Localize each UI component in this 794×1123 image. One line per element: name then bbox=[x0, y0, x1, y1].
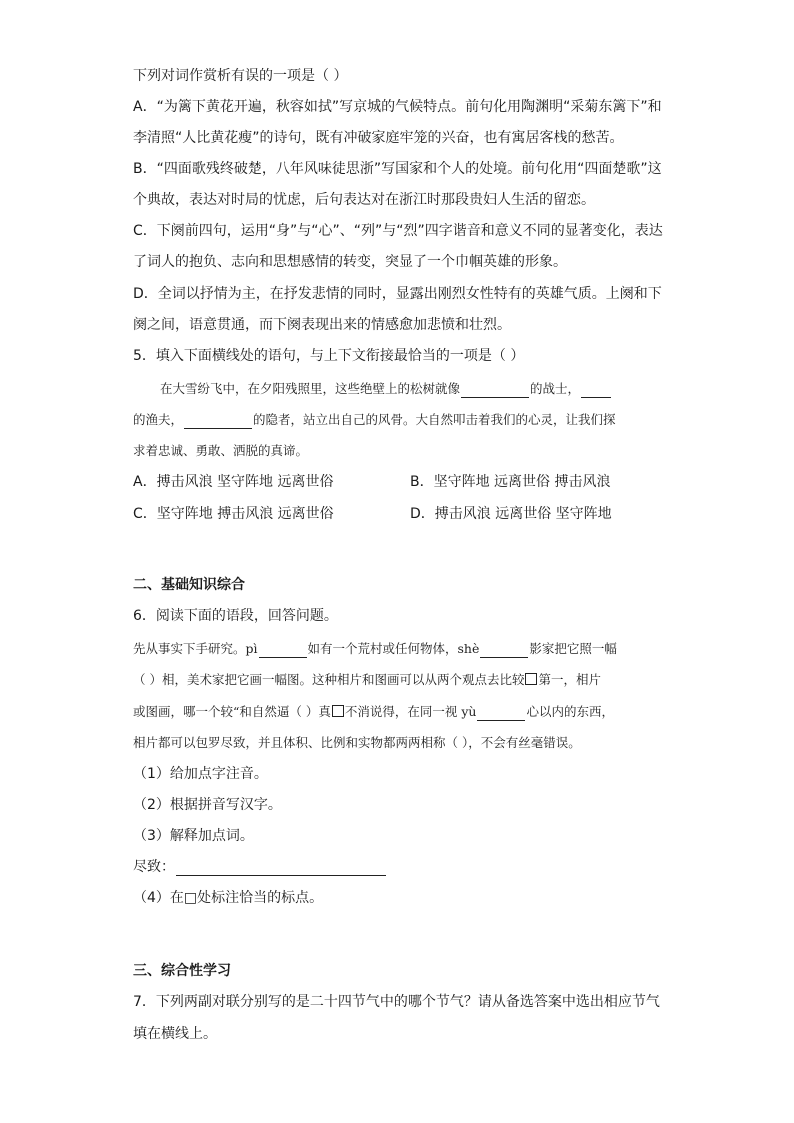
q5-option-b: B．坚守阵地 远离世俗 搏击风浪 bbox=[410, 474, 611, 490]
q6-sub2: （2）根据拼音写汉字。 bbox=[133, 797, 282, 813]
q6-sub3-label: 尽致： bbox=[133, 859, 175, 875]
q5-passage-text: 在大雪纷飞中，在夕阳残照里，这些绝壁上的松树就像 bbox=[160, 381, 461, 396]
q5-passage-line3: 求着忠诚、勇敢、洒脱的真谛。 bbox=[133, 443, 309, 458]
punctuation-box bbox=[525, 673, 537, 685]
q5-passage-text: 的战士， bbox=[530, 381, 581, 396]
q6-passage-text: 先从事实下手研究。pì bbox=[133, 641, 258, 656]
fill-blank bbox=[480, 643, 528, 658]
q4-option-c-line1: C．下阕前四句，运用“身”与“心”、“列”与“烈”四字谐音和意义不同的显著变化，表达 bbox=[133, 223, 663, 239]
q6-stem: 6．阅读下面的语段，回答问题。 bbox=[133, 608, 338, 624]
q6-sub3-answer-line bbox=[133, 858, 387, 876]
q5-option-d: D．搏击风浪 远离世俗 坚守阵地 bbox=[410, 506, 612, 522]
q7-stem-line2: 填在横线上。 bbox=[133, 1026, 217, 1042]
fill-blank bbox=[259, 643, 307, 658]
fill-blank bbox=[461, 383, 529, 398]
fill-blank bbox=[477, 706, 525, 721]
q6-sub4: （4）在□处标注恰当的标点。 bbox=[133, 890, 324, 906]
section-title-comprehensive-learning: 三、综合性学习 bbox=[133, 963, 231, 979]
q6-passage-line2 bbox=[133, 671, 601, 689]
q6-passage-text: 心以内的东西， bbox=[526, 704, 614, 719]
q4-stem: 下列对词作赏析有误的一项是（ ） bbox=[133, 68, 348, 84]
q5-stem: 5．填入下面横线处的语句，与上下文衔接最恰当的一项是（ ） bbox=[133, 348, 525, 364]
q4-option-a-line1: A．“为篱下黄花开遍，秋容如拭”写京城的气候特点。前句化用陶渊明“采菊东篱下”和 bbox=[133, 99, 662, 115]
q6-sub3: （3）解释加点词。 bbox=[133, 828, 254, 844]
answer-blank bbox=[176, 861, 386, 876]
q6-passage-text: 影家把它照一幅 bbox=[529, 641, 617, 656]
q6-passage-text: 或图画，哪一个较“和自然逼（ ）真 bbox=[133, 704, 331, 719]
q6-passage-line4: 相片都可以包罗尽致，并且体积、比例和实物都两两相称（ ），不会有丝毫错误。 bbox=[133, 735, 581, 750]
q4-option-a-line2: 李清照“人比黄花瘦”的诗句，既有冲破家庭牢笼的兴奋，也有寓居客栈的愁苦。 bbox=[133, 130, 624, 146]
q4-option-c-line2: 了词人的抱负、志向和思想感情的转变，突显了一个巾帼英雄的形象。 bbox=[133, 254, 567, 270]
fill-blank bbox=[581, 383, 611, 398]
q5-passage-text: 的隐者，站立出自己的风骨。大自然叩击着我们的心灵，让我们探 bbox=[253, 412, 616, 427]
q4-option-b-line2: 个典故，表达对时局的忧虑，后句表达对在浙江时那段贵妇人生活的留恋。 bbox=[133, 192, 595, 208]
q5-passage-line1 bbox=[160, 380, 612, 398]
fill-blank bbox=[184, 414, 252, 429]
q6-passage-text: 第一，相片 bbox=[538, 672, 601, 687]
q4-option-b-line1: B．“四面歌残终破楚，八年风味徒思浙”写国家和个人的处境。前句化用“四面楚歌”这 bbox=[133, 161, 662, 177]
q6-passage-text: （ ）相，美术家把它画一幅图。这种相片和图画可以从两个观点去比较 bbox=[133, 672, 525, 687]
q6-passage-text: 如有一个荒村或任何物体，shè bbox=[307, 641, 480, 656]
q5-option-c: C．坚守阵地 搏击风浪 远离世俗 bbox=[133, 506, 334, 522]
q6-sub1: （1）给加点字注音。 bbox=[133, 766, 268, 782]
q5-option-a: A．搏击风浪 坚守阵地 远离世俗 bbox=[133, 474, 334, 490]
q4-option-d-line1: D．全词以抒情为主，在抒发悲情的同时，显露出刚烈女性特有的英雄气质。上阕和下 bbox=[133, 286, 662, 302]
q5-passage-line2 bbox=[133, 411, 616, 429]
q6-passage-line3 bbox=[133, 703, 614, 721]
punctuation-box bbox=[332, 705, 344, 717]
q7-stem-line1: 7．下列两副对联分别写的是二十四节气中的哪个节气？请从备选答案中选出相应节气 bbox=[133, 994, 660, 1010]
q5-passage-text: 的渔夫， bbox=[133, 412, 184, 427]
section-title-basic-knowledge: 二、基础知识综合 bbox=[133, 577, 245, 593]
q6-passage-line1 bbox=[133, 640, 617, 658]
q4-option-d-line2: 阕之间，语意贯通，而下阕表现出来的情感愈加悲愤和壮烈。 bbox=[133, 317, 511, 333]
q6-passage-text: 不消说得，在同一视 yù bbox=[344, 704, 477, 719]
